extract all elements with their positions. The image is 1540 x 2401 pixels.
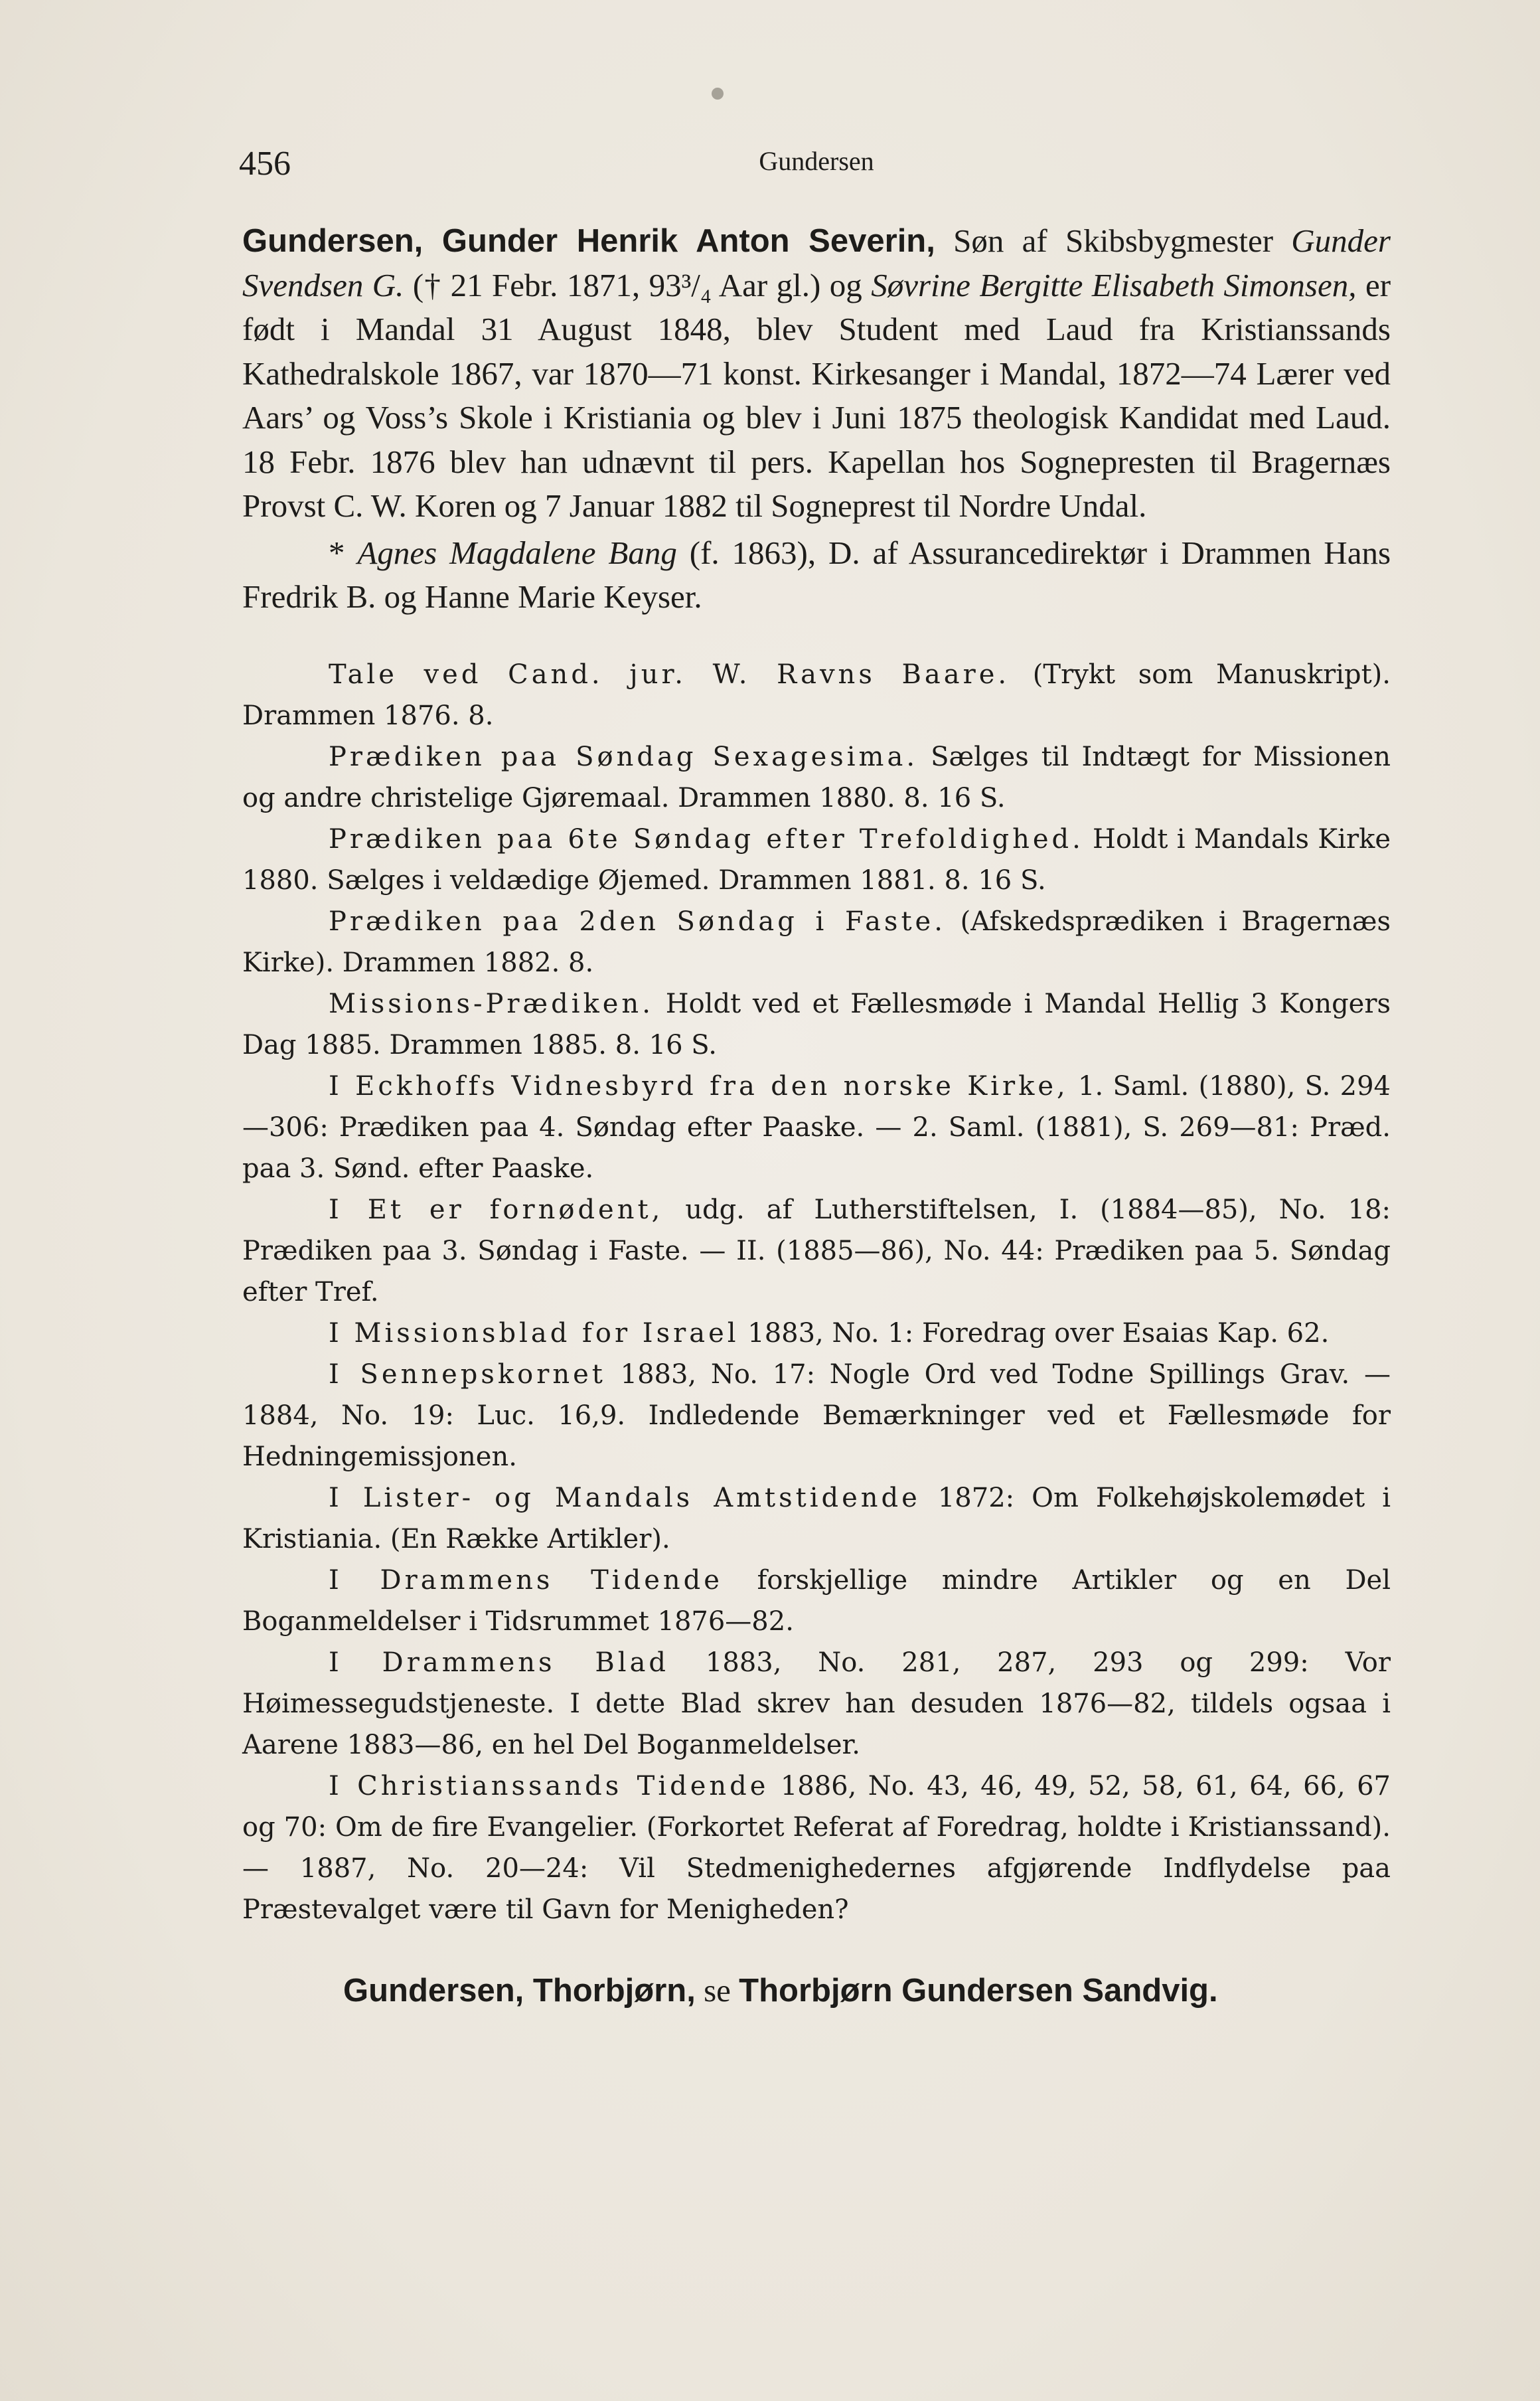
work-details: 1. Saml. (1880), S. 294—306: Prædiken paa 4. Søndag efter Paaske. — 2. Saml. (1881), S. 269—81: Præd. paa 3. Sønd. efter Paaske. bbox=[242, 1070, 1391, 1184]
work-title: Missions-Prædiken. bbox=[329, 988, 654, 1019]
entry-name: Gundersen, Gunder Henrik Anton Severin, bbox=[242, 223, 935, 259]
work-item bbox=[242, 1560, 1391, 1642]
biography-entry bbox=[242, 219, 1391, 529]
spouse-text: (f. 1863), D. af Assurancedirektør i Drammen Hans Fredrik B. og Hanne Marie Keyser. bbox=[242, 534, 1391, 615]
work-details: 1886, No. 43, 46, 49, 52, 58, 61, 64, 66, 67 og 70: Om de fire Evangelier. (Forkortet Referat af Foredrag, holdte i Kristianssand). — 1887, No. 20—24: Vil Stedmenighedernes afgjørende Indflydelse paa Præstevalget være til Gavn for Menigheden? bbox=[242, 1770, 1391, 1925]
cross-ref-to: Thorbjørn Gundersen Sandvig. bbox=[739, 1972, 1218, 2009]
work-item bbox=[242, 1354, 1391, 1477]
work-item bbox=[242, 1766, 1391, 1930]
work-title: Prædiken paa 2den Søndag i Faste. bbox=[329, 906, 946, 937]
cross-ref-from: Gundersen, Thorbjørn, bbox=[343, 1972, 696, 2009]
work-item bbox=[242, 819, 1391, 901]
work-item bbox=[242, 1313, 1391, 1354]
work-details: 1883, No. 1: Foredrag over Esaias Kap. 62. bbox=[739, 1317, 1330, 1349]
work-title: I Et er fornødent, bbox=[329, 1194, 664, 1225]
work-title: I Drammens Tidende bbox=[329, 1564, 723, 1596]
page-number: 456 bbox=[239, 145, 291, 183]
work-details: forskjellige mindre Artikler og en Del Boganmeldelser i Tidsrummet 1876—82. bbox=[242, 1564, 1391, 1637]
work-item bbox=[242, 654, 1391, 736]
work-item bbox=[242, 1189, 1391, 1313]
work-details: Sælges til Indtægt for Missionen og andre christelige Gjøremaal. Drammen 1880. 8. 16 S. bbox=[242, 741, 1391, 813]
work-title: I Lister- og Mandals Amtstidende bbox=[329, 1482, 921, 1513]
father-name: Gunder Svendsen G. bbox=[242, 222, 1391, 303]
mother-name: Søvrine Bergitte Elisabeth Simonsen, bbox=[871, 266, 1357, 303]
work-details: 1883, No. 281, 287, 293 og 299: Vor Høimessegudstjeneste. I dette Blad skrev han desuden 1876—82, tildels ogsaa i Aarene 1883—86, en hel Del Boganmeldelser. bbox=[242, 1647, 1391, 1760]
page-content bbox=[242, 219, 1391, 2045]
work-details: 1872: Om Folkehøjskolemødet i Kristiania. (En Række Artikler). bbox=[242, 1482, 1391, 1554]
work-item bbox=[242, 1066, 1391, 1189]
work-details: Holdt ved et Fællesmøde i Mandal Hellig 3 Kongers Dag 1885. Drammen 1885. 8. 16 S. bbox=[242, 988, 1391, 1060]
work-item bbox=[242, 1477, 1391, 1560]
page-header bbox=[239, 136, 1394, 189]
cross-reference bbox=[242, 1969, 1391, 2013]
work-title: Tale ved Cand. jur. W. Ravns Baare. bbox=[329, 659, 1010, 690]
work-title: I Missionsblad for Israel bbox=[329, 1317, 739, 1349]
work-title: Prædiken paa Søndag Sexagesima. bbox=[329, 741, 919, 772]
work-title: I Christianssands Tidende bbox=[329, 1770, 769, 1801]
cross-ref-mid: se bbox=[695, 1971, 739, 2009]
work-details: 1883, No. 17: Nogle Ord ved Todne Spillings Grav. — 1884, No. 19: Luc. 16,9. Indledende Bemærkninger ved et Fællesmøde for Hedningemissjonen. bbox=[242, 1359, 1391, 1472]
work-details: udg. af Lutherstiftelsen, I. (1884—85), No. 18: Prædiken paa 3. Søndag i Faste. — II. (1885—86), No. 44: Prædiken paa 5. Søndag efter Tref. bbox=[242, 1194, 1391, 1307]
work-title: I Eckhoffs Vidnesbyrd fra den norske Kirke, bbox=[329, 1070, 1069, 1102]
spouse-entry bbox=[242, 531, 1391, 620]
bio-text-2: († 21 Febr. 1871, 93³/₄ Aar gl.) og bbox=[404, 266, 872, 303]
work-title: I Drammens Blad bbox=[329, 1647, 670, 1678]
work-item bbox=[242, 983, 1391, 1066]
work-title: I Sennepskornet bbox=[329, 1359, 606, 1390]
work-item bbox=[242, 1642, 1391, 1766]
work-title: Prædiken paa 6te Søndag efter Trefoldighed. bbox=[329, 823, 1084, 855]
running-head: Gundersen bbox=[759, 146, 874, 176]
work-item bbox=[242, 736, 1391, 819]
work-details: (Trykt som Manuskript). Drammen 1876. 8. bbox=[242, 659, 1391, 731]
bio-text-3: er født i Mandal 31 August 1848, blev Student med Laud fra Kristianssands Kathedralskole 1867, var 1870—71 konst. Kirkesanger i Mandal, 1872—74 Lærer ved Aars’ og Voss’s Skole i Kristiania og blev i Juni 1875 theologisk Kandidat med Laud. 18 Febr. 1876 blev han udnævnt til pers. Kapellan hos Sognepresten til Bragernæs Provst C. W. Koren og 7 Januar 1882 til Sogneprest til Nordre Undal. bbox=[242, 266, 1391, 524]
ink-spot bbox=[712, 88, 724, 100]
work-item bbox=[242, 901, 1391, 983]
work-details: Holdt i Mandals Kirke 1880. Sælges i veldædige Øjemed. Drammen 1881. 8. 16 S. bbox=[242, 823, 1391, 896]
marriage-mark: * bbox=[329, 534, 358, 571]
work-details: (Afskedsprædiken i Bragernæs Kirke). Drammen 1882. 8. bbox=[242, 906, 1391, 978]
bio-text-1: Søn af Skibsbygmester bbox=[935, 222, 1292, 259]
spouse-name: Agnes Magdalene Bang bbox=[357, 534, 677, 571]
works-list bbox=[242, 654, 1391, 1930]
